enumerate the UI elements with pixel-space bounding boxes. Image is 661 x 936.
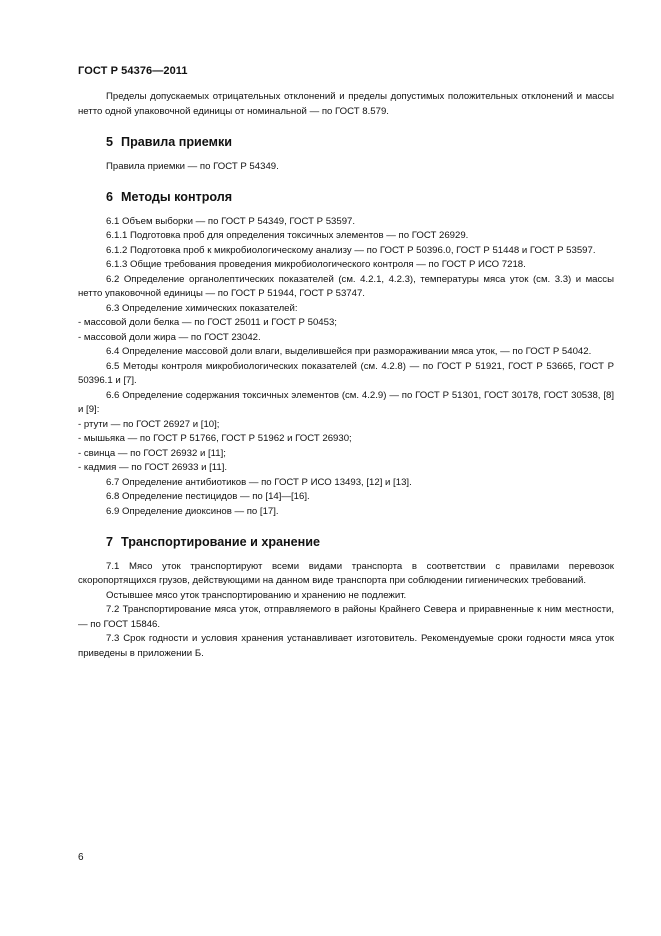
paragraph-6-1-3: 6.1.3 Общие требования проведения микробиологического контроля — по ГОСТ Р ИСО 7218. xyxy=(106,259,526,270)
section-5-number: 5 xyxy=(106,135,114,149)
page-number: 6 xyxy=(78,852,84,863)
paragraph-6-5: 6.5 Методы контроля микробиологических показателей (см. 4.2.8) — по ГОСТ Р 51921, ГОСТ Р 53665, ГОСТ Р 50396.1 и [7]. xyxy=(78,360,614,386)
list-item-cadmium: - кадмия — по ГОСТ 26933 и [11]. xyxy=(78,462,228,473)
paragraph-6-9: 6.9 Определение диоксинов — по [17]. xyxy=(106,505,279,517)
list-item-arsenic: - мышьяка — по ГОСТ Р 51766, ГОСТ Р 51962 и ГОСТ 26930; xyxy=(78,433,352,444)
section-5-text: Правила приемки — по ГОСТ Р 54349. xyxy=(106,160,279,172)
paragraph-6-1: 6.1 Объем выборки — по ГОСТ Р 54349, ГОСТ Р 53597. xyxy=(106,215,356,227)
paragraph-7-1-note: Остывшее мясо уток транспортированию и хранению не подлежит. xyxy=(106,589,407,601)
paragraph-6-7: 6.7 Определение антибиотиков — по ГОСТ Р ИСО 13493, [12] и [13]. xyxy=(106,476,412,488)
section-7-number: 7 xyxy=(106,535,114,549)
page-content xyxy=(78,90,614,661)
paragraph-6-6: 6.6 Определение содержания токсичных элементов (см. 4.2.9) — по ГОСТ Р 51301, ГОСТ 30178, ГОСТ 30538, [8] и [9]: xyxy=(78,389,614,415)
paragraph-6-8: 6.8 Определение пестицидов — по [14]—[16]. xyxy=(106,491,310,502)
paragraph-6-3: 6.3 Определение химических показателей: xyxy=(106,302,298,314)
section-6-number: 6 xyxy=(106,190,114,204)
section-7-title: Транспортирование и хранение xyxy=(121,535,320,549)
paragraph-7-2: 7.2 Транспортирование мяса уток, отправляемого в районы Крайнего Севера и приравненные к ним местности, — по ГОСТ 15846. xyxy=(78,604,614,630)
paragraph-6-2: 6.2 Определение органолептических показателей (см. 4.2.1, 4.2.3), температуры мяса уток (см. 3.3) и массы нетто упаковочной единицы — по ГОСТ Р 51944, ГОСТ Р 53747. xyxy=(78,273,614,299)
paragraph-6-4: 6.4 Определение массовой доли влаги, выделившейся при размораживании мяса уток, — по ГОСТ Р 54042. xyxy=(106,346,592,357)
paragraph-6-1-1: 6.1.1 Подготовка проб для определения токсичных элементов — по ГОСТ 26929. xyxy=(106,230,469,241)
document-header: ГОСТ Р 54376—2011 xyxy=(78,65,188,77)
section-6-title: Методы контроля xyxy=(121,190,233,204)
section-5-title: Правила приемки xyxy=(121,135,232,149)
list-item-lead: - свинца — по ГОСТ 26932 и [11]; xyxy=(78,447,226,459)
section-5-heading xyxy=(106,135,614,150)
paragraph-7-3: 7.3 Срок годности и условия хранения устанавливает изготовитель. Рекомендуемые сроки годности мяса уток приведены в приложении Б. xyxy=(78,633,614,659)
intro-paragraph: Пределы допускаемых отрицательных отклонений и пределы допустимых положительных отклонений и массы нетто одной упаковочной единицы от номинальной — по ГОСТ 8.579. xyxy=(78,91,614,117)
section-7-heading xyxy=(106,535,614,550)
paragraph-6-1-2: 6.1.2 Подготовка проб к микробиологическому анализу — по ГОСТ Р 50396.0, ГОСТ Р 51448 и ГОСТ Р 53597. xyxy=(106,244,596,256)
paragraph-7-1: 7.1 Мясо уток транспортируют всеми видами транспорта в соответствии с правилами перевозок скоропортящихся грузов, действующими на данном виде транспорта при соблюдении гигиенических требований. xyxy=(78,560,614,586)
list-item-protein: - массовой доли белка — по ГОСТ 25011 и ГОСТ Р 50453; xyxy=(78,317,337,328)
list-item-fat: - массовой доли жира — по ГОСТ 23042. xyxy=(78,331,261,343)
list-item-mercury: - ртути — по ГОСТ 26927 и [10]; xyxy=(78,418,220,430)
section-6-heading xyxy=(106,190,614,205)
